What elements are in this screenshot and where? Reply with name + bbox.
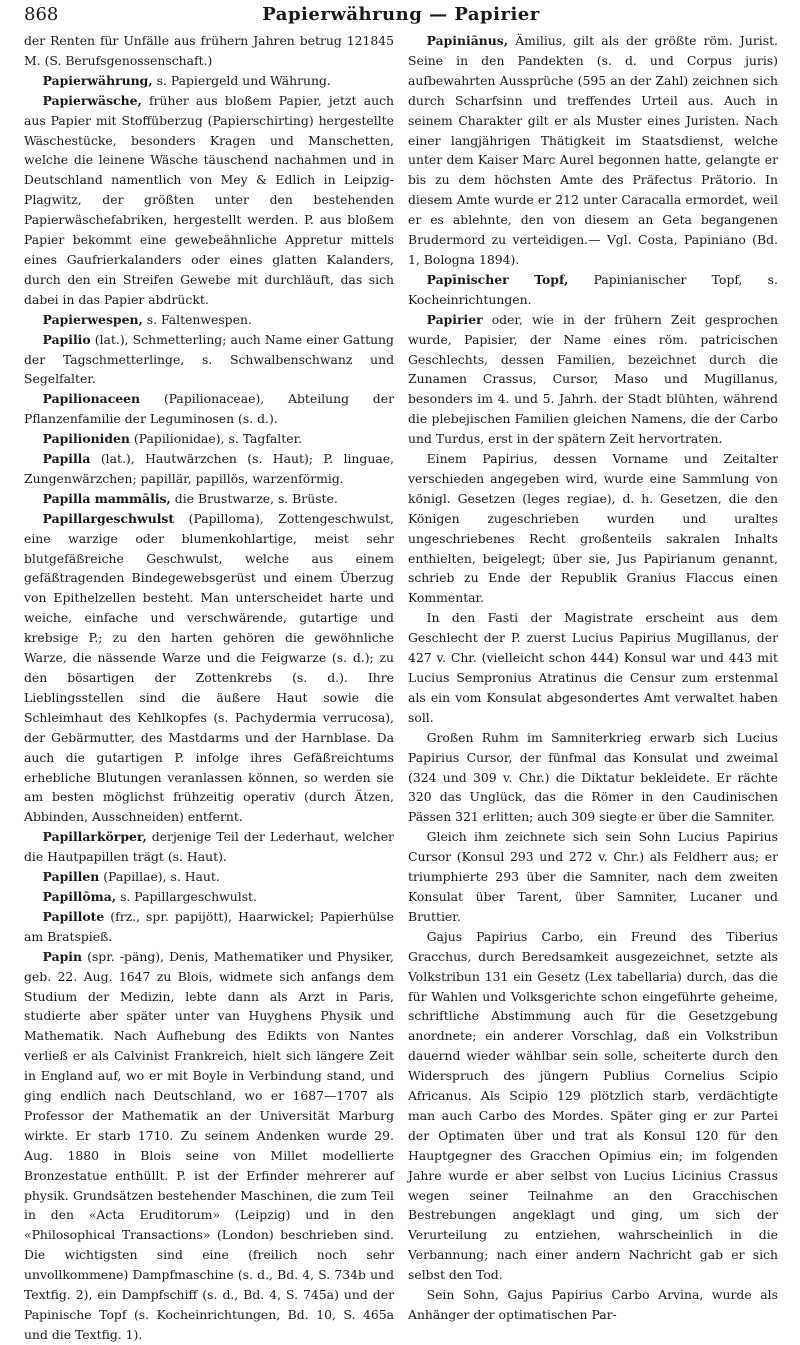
entry-papilla-mammalis: Papilla mammālis, die Brustwarze, s. Brüste.	[42, 490, 338, 506]
entry-papillarkoerper: Papillarkörper, derjenige Teil der Lederhaut, welcher die Hautpapillen trägt (s. Haut).	[24, 829, 394, 865]
paragraph-papirius: Einem Papirius, dessen Vorname und Zeitalter verschieden angegeben wird, wurde eine Sammlung von königl. Gesetzen (leges regiae), d. h. Gesetzen, die den Königen zugeschrieben wurden und uraltes ungeschriebenes Recht großenteils sakralen Inhalts enthielten, beigelegt; über sie, Jus Papirianum genannt, schrieb zu Ende der Republik Granius Flaccus einen Kommentar.	[408, 451, 778, 606]
entry-papillargeschwulst: Papillargeschwulst (Papilloma), Zottengeschwulst, eine warzige oder blumenkohlartige, meist sehr blutgefäßreiche Geschwulst, welche aus einem gefäßtragenden Bindegewebsgerüst und einem Überzug von Epithelzellen besteht. Man unterscheidet harte und weiche, einfache und verschwärende, gutartige und krebsige P.; zu den harten gehören die gewöhnliche Warze, die nässende Warze und die Feigwarze (s. d.); zu den bösartigen der Zottenkrebs (s. d.). Ihre Lieblingsstellen sind die äußere Haut sowie die Schleimhaut des Kehlkopfes (s. Pachydermia verrucosa), der Gebärmutter, des Mastdarms und der Harnblase. Da auch die gutartigen P. infolge ihres Gefäßreichtums erhebliche Blutungen veranlassen können, so werden sie am besten möglichst frühzeitig operativ (durch Ätzen, Abbinden, Ausschneiden) entfernt.	[24, 510, 394, 825]
entry-papilla: Papilla (lat.), Hautwärzchen (s. Haut); P. linguae, Zungenwärzchen; papillär, papillös, warzenförmig.	[24, 451, 394, 486]
text-columns	[24, 31, 778, 1345]
page-header	[24, 4, 778, 28]
entry-papinischer-topf: Papīnischer Topf, Papinianischer Topf, s. Kocheinrichtungen.	[408, 271, 778, 307]
running-title: Papierwährung — Papirier	[262, 4, 540, 25]
entry-papilio: Papilio (lat.), Schmetterling; auch Name einer Gattung der Tagschmetterlinge, s. Schwalbenschwanz und Segelfalter.	[24, 331, 394, 387]
entry-papierwaesche: Papierwäsche, früher aus bloßem Papier, jetzt auch aus Papier mit Stoffüberzug (Papierschirting) hergestellte Wäschestücke, besonders Kragen und Manschetten, welche die leinene Wäsche täuschend nachahmen und in Deutschland namentlich von Mey & Edlich in Leipzig-Plagwitz, der größten unter den bestehenden Papierwäschefabriken, hergestellt werden. P. aus bloßem Papier bekommt eine gewebeähnliche Appretur mittels eines Gaufrierkalanders oder eines glatten Kalanders, durch den ein Streifen Gewebe mit durchläuft, das sich dabei in das Papier abdrückt.	[24, 92, 394, 307]
entry-papinianus: Papiniānus, Ämilius, gilt als der größte röm. Jurist. Seine in den Pandekten (s. d. und Corpus juris) aufbewahrten Aussprüche (595 an der Zahl) zeichnen sich durch Scharfsinn und treffendes Urteil aus. Auch in seinem Charakter gilt er als Muster eines Juristen. Nach einer langjährigen Thätigkeit im Staatsdienst, welche unter dem Kaiser Marc Aurel begonnen hatte, gelangte er bis zu dem höchsten Amte des Präfectus Prätorio. In diesem Amte wurde er 212 unter Caracalla ermordet, weil er es ablehnte, den von diesem an Geta begangenen Brudermord zu verteidigen.— Vgl. Costa, Papiniano (Bd. 1, Bologna 1894).	[408, 33, 778, 267]
right-column	[408, 31, 778, 1345]
entry-papirier: Papirier oder, wie in der frühern Zeit gesprochen wurde, Papisier, der Name eines röm. patricischen Geschlechts, dessen Familien, bezeichnet durch die Zunamen Crassus, Cursor, Maso und Mugillanus, besonders im 4. und 5. Jahrh. der Stadt blühten, während die plebejischen Familien gleichen Namens, die der Carbo und Turdus, erst in der spätern Zeit hervortraten.	[408, 311, 778, 447]
entry-papillote: Papillote (frz., spr. papijött), Haarwickel; Papierhülse am Bratspieß.	[24, 908, 394, 944]
entry-papilionaceen: Papilionaceen (Papilionaceae), Abteilung der Pflanzenfamilie der Leguminosen (s. d.).	[24, 391, 394, 427]
entry-renten-continuation: der Renten für Unfälle aus frühern Jahren betrug 121845 M. (S. Berufsgenossenschaft.)	[24, 33, 394, 68]
entry-papierwespen: Papierwespen, s. Faltenwespen.	[42, 311, 252, 327]
paragraph-carbo-arvina: Sein Sohn, Gajus Papirius Carbo Arvina, wurde als Anhänger der optimatischen Par-	[408, 1287, 778, 1322]
paragraph-carbo: Gajus Papirius Carbo, ein Freund des Tiberius Gracchus, durch Beredsamkeit ausgezeichnet, setzte als Volkstribun 131 ein Gesetz (Lex tabellaria) durch, das die für Wahlen und Volksgerichte schon eingeführte geheime, schriftliche Abstimmung auch für die Gesetzgebung anordnete; ein anderer Vorschlag, daß ein Volkstribun dauernd wieder wählbar sein solle, scheiterte durch den Widerspruch des jüngern Publius Cornelius Scipio Africanus. Als Scipio 129 plötzlich starb, verdächtigte man auch Carbo des Mordes. Später ging er zur Partei der Optimaten über und trat als Konsul 120 für den Hauptgegner des Gracchen Opimius ein; im folgenden Jahre wurde er aber selbst von Lucius Licinius Crassus wegen seiner Teilnahme an den Gracchischen Bestrebungen angeklagt und ging, um sich der Verurteilung zu entziehen, wahrscheinlich in die Verbannung; nach einer andern Nachricht gab er sich selbst den Tod.	[408, 928, 778, 1283]
paragraph-fasti: In den Fasti der Magistrate erscheint aus dem Geschlecht der P. zuerst Lucius Papirius Mugillanus, der 427 v. Chr. (vielleicht schon 444) Konsul war und 443 mit Lucius Sempronius Atratinus die Censur zum erstenmal als ein vom Konsulat abgesondertes Amt verwaltet haben soll.	[408, 610, 778, 725]
paragraph-cursor: Großen Ruhm im Samniterkrieg erwarb sich Lucius Papirius Cursor, der fünfmal das Konsulat und zweimal (324 und 309 v. Chr.) die Diktatur bekleidete. Er rächte 320 das Unglück, das die Römer in den Caudinischen Pässen 321 erlitten; auch 309 siegte er über die Samniter.	[408, 729, 778, 825]
left-column	[24, 31, 394, 1345]
paragraph-cursor-son: Gleich ihm zeichnete sich sein Sohn Lucius Papirius Cursor (Konsul 293 und 272 v. Chr.) als Feldherr aus; er triumphierte 293 über die Samniter, nach dem zweiten Konsulat über Tarent, über Samniter, Lucaner und Bruttier.	[408, 829, 778, 924]
entry-papillen: Papillen (Papillae), s. Haut.	[42, 869, 220, 885]
entry-papin: Papin (spr. -päng), Denis, Mathematiker und Physiker, geb. 22. Aug. 1647 zu Blois, widmete sich anfangs dem Studium der Medizin, lebte dann als Arzt in Paris, studierte aber später unter van Huyghens Physik und Mathematik. Nach Aufhebung des Edikts von Nantes verließ er als Calvinist Frankreich, hielt sich längere Zeit in England auf, wo er mit Boyle in Verbindung stand, und ging endlich nach Deutschland, wo er 1687—1707 als Professor der Mathematik an der Universität Marburg wirkte. Er starb 1710. Zu seinem Andenken wurde 29. Aug. 1880 in Blois seine von Millet modellierte Bronzestatue enthüllt. P. ist der Erfinder mehrerer auf physik. Grundsätzen bestehender Maschinen, die zum Teil in den «Acta Eruditorum» (Leipzig) und in den «Philosophical Transactions» (London) beschrieben sind. Die wichtigsten sind eine (freilich noch sehr unvollkommene) Dampfmaschine (s. d., Bd. 4, S. 734b und Textfig. 2), ein Dampfschiff (s. d., Bd. 4, S. 745a) und der Papinische Topf (s. Kocheinrichtungen, Bd. 10, S. 465a und die Textfig. 1).	[24, 948, 394, 1342]
entry-papilioniden: Papilioniden (Papilionidae), s. Tagfalter.	[42, 431, 303, 447]
entry-papilloma: Papillōma, s. Papillargeschwulst.	[42, 888, 257, 904]
entry-papierwaehrung: Papierwährung, s. Papiergeld und Währung.	[42, 72, 331, 88]
page-number: 868	[24, 4, 59, 25]
